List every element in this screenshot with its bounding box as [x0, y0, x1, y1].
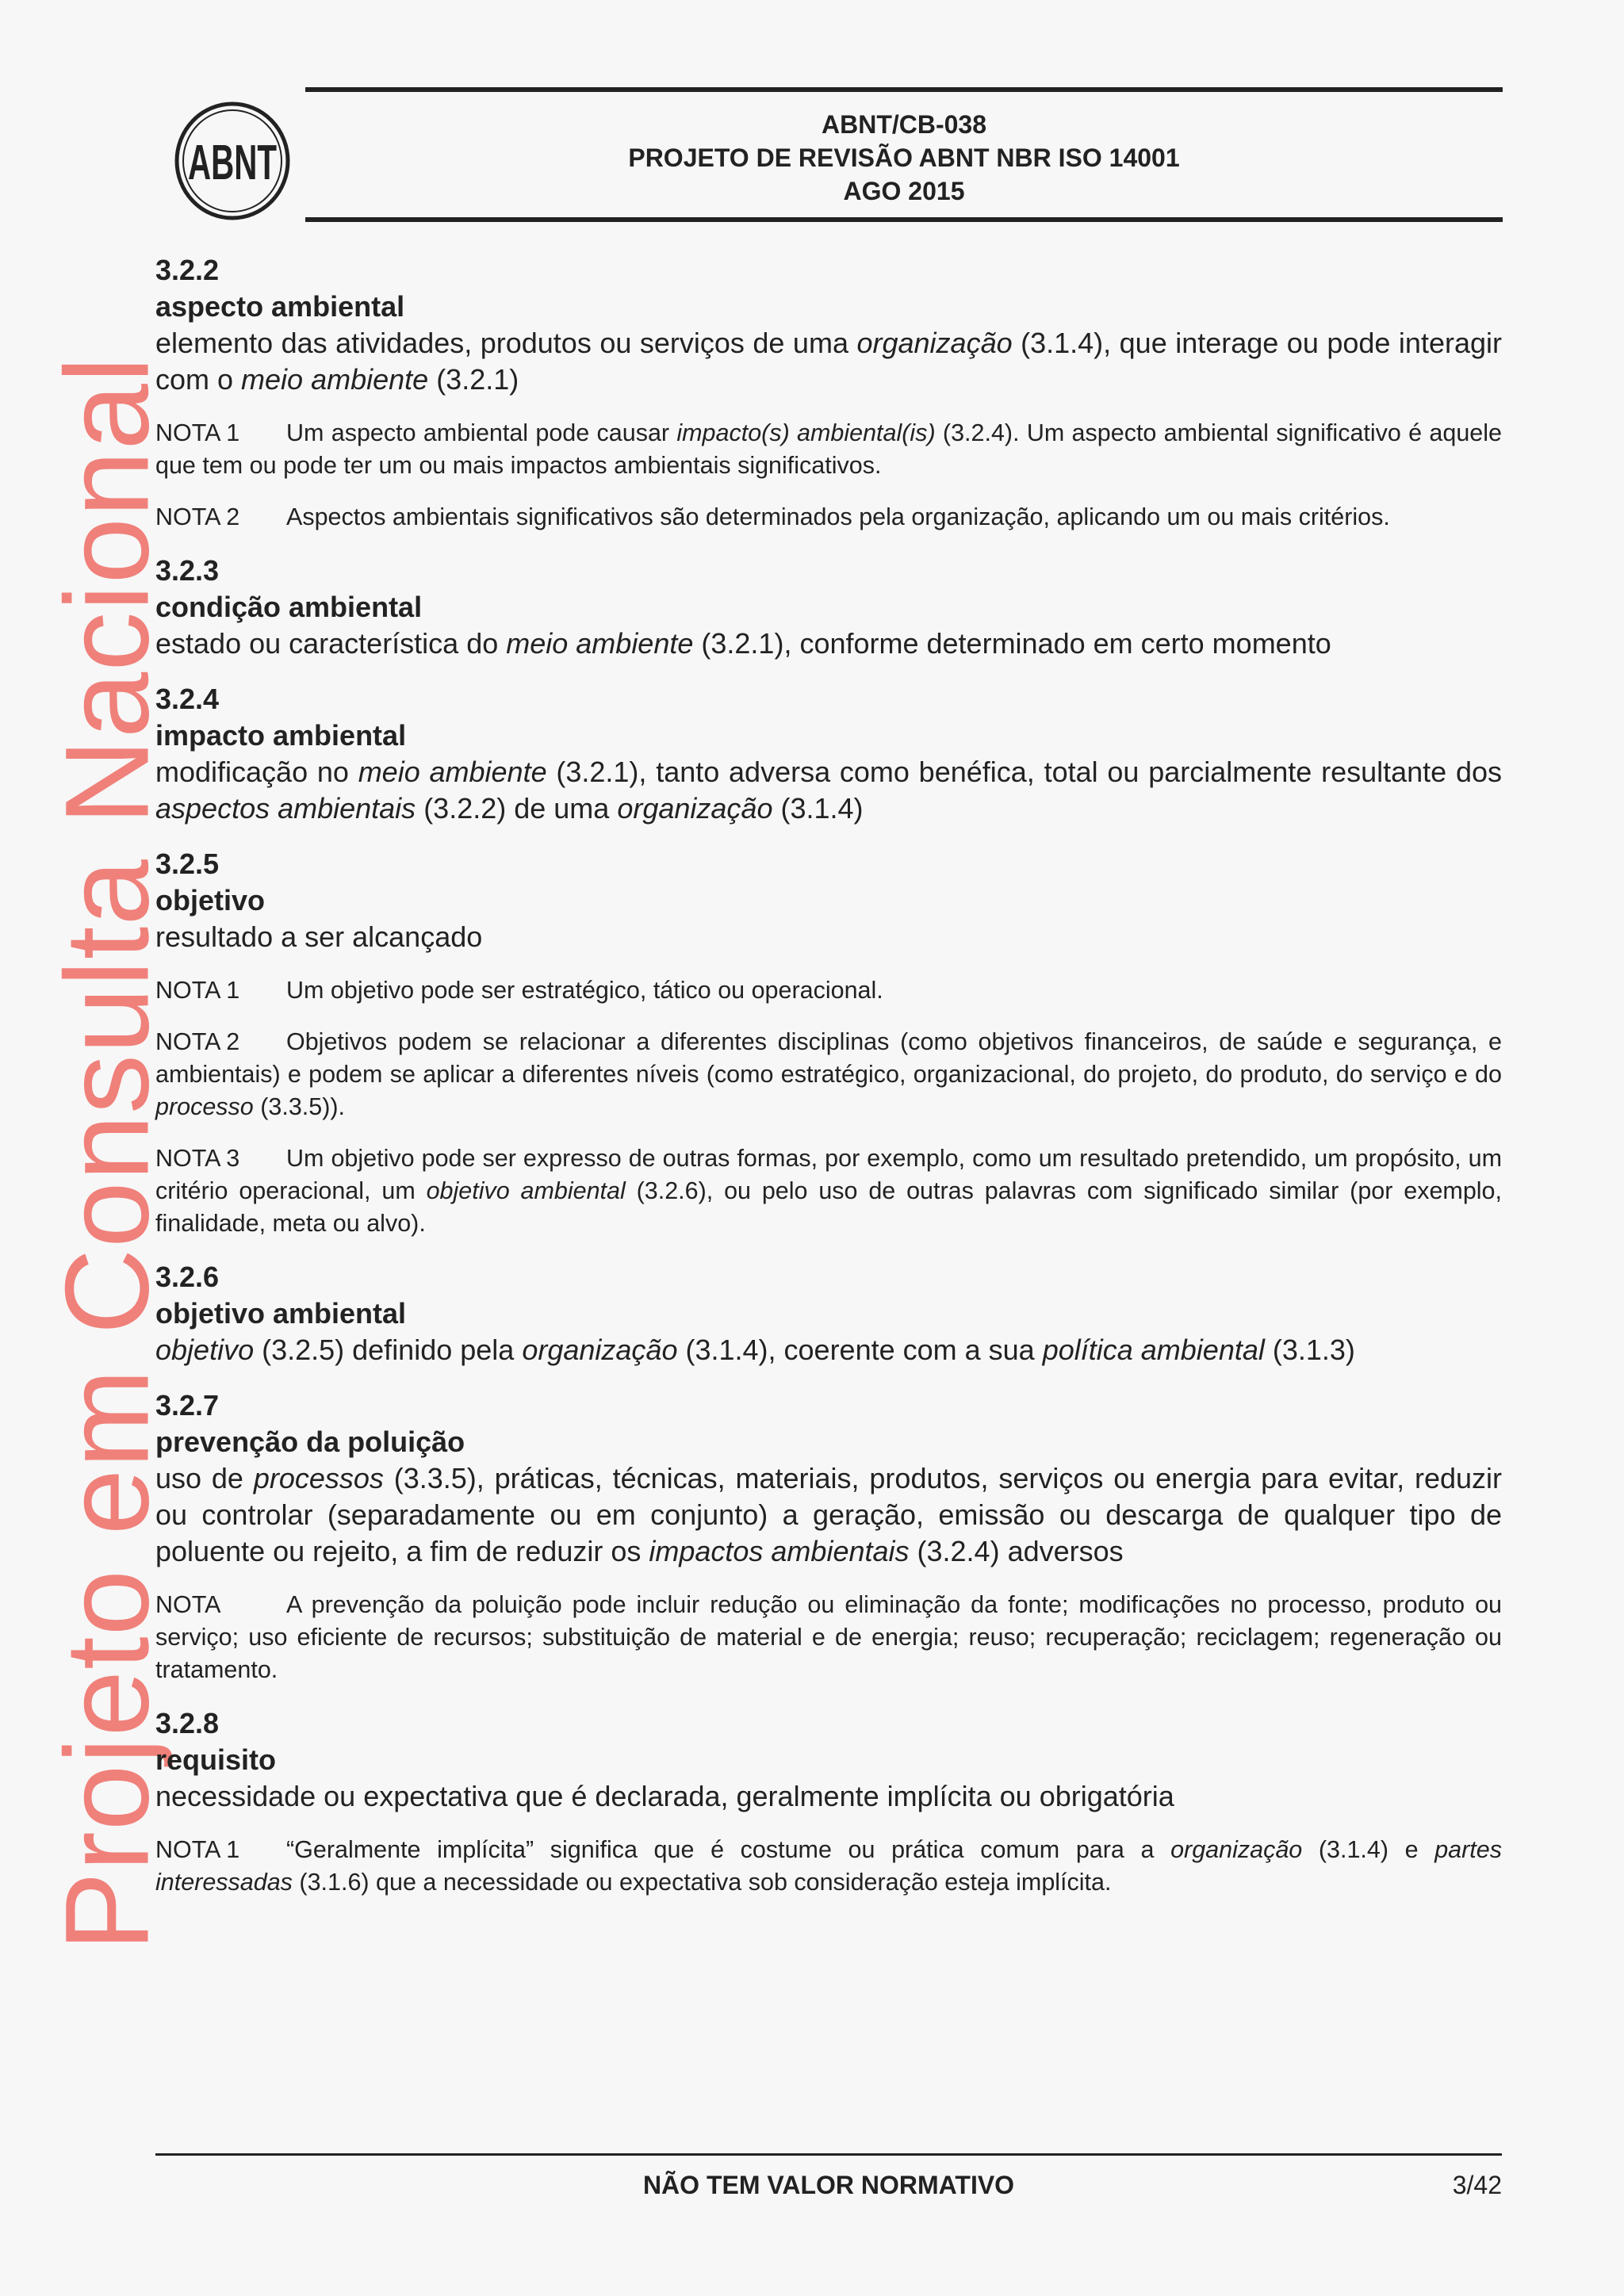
- text-run: uso de: [155, 1462, 254, 1494]
- header-title: [305, 108, 1503, 208]
- term-entry: [155, 1259, 1502, 1368]
- entry-term: aspecto ambiental: [155, 290, 405, 323]
- text-run: (3.1.6) que a necessidade ou expectativa sob consideração esteja implícita.: [292, 1869, 1112, 1896]
- entry-definition: [155, 1460, 1502, 1570]
- italic-term: meio ambiente: [241, 363, 429, 396]
- entry-number: 3.2.4: [155, 683, 220, 715]
- text-run: (3.2.2) de uma: [416, 792, 618, 825]
- italic-term: objetivo ambiental: [426, 1177, 626, 1204]
- footer-disclaimer: NÃO TEM VALOR NORMATIVO: [642, 2171, 1015, 2199]
- entry-definition: [155, 325, 1502, 398]
- header-date: AGO 2015: [843, 177, 965, 205]
- text-run: Aspectos ambientais significativos são determinados pela organização, aplicando um ou mais critérios.: [286, 503, 1390, 530]
- document-body: [155, 252, 1502, 1899]
- text-run: Objetivos podem se relacionar a diferentes disciplinas (como objetivos financeiros, de saúde e segurança, e ambientais) e podem se aplicar a diferentes níveis (como estratégico, organizacional, do projeto, do produto, do serviço e do: [155, 1028, 1502, 1088]
- entry-definition: [155, 1778, 1502, 1815]
- note-label: NOTA 2: [155, 1028, 240, 1055]
- text-run: (3.2.1): [428, 363, 519, 396]
- text-run: (3.2.1), conforme determinado em certo momento: [693, 627, 1331, 660]
- text-run: (3.2.4). Um aspecto ambiental significativo é aquele que tem ou pode ter um ou mais impactos ambientais significativos.: [155, 419, 1503, 479]
- entry-term: requisito: [155, 1743, 277, 1776]
- header-bottom-rule: [305, 217, 1503, 222]
- entry-term: objetivo: [155, 884, 266, 916]
- entry-note: [155, 1142, 1502, 1240]
- header-top-rule: [305, 87, 1503, 92]
- italic-term: partes interessadas: [155, 1836, 1502, 1896]
- entry-number: 3.2.6: [155, 1261, 220, 1293]
- italic-term: aspectos ambientais: [155, 792, 416, 825]
- term-entry: [155, 252, 1502, 534]
- text-run: necessidade ou expectativa que é declarada, geralmente implícita ou obrigatória: [155, 1780, 1174, 1812]
- logo-text: ABNT: [188, 136, 278, 190]
- watermark: Projeto em Consulta Nacional: [40, 355, 174, 1952]
- italic-term: organização: [856, 327, 1013, 359]
- note-label: NOTA 1: [155, 977, 240, 1004]
- entry-number: 3.2.7: [155, 1389, 220, 1422]
- entry-term: objetivo ambiental: [155, 1297, 407, 1330]
- italic-term: meio ambiente: [358, 756, 547, 788]
- italic-term: processo: [155, 1093, 254, 1120]
- text-run: (3.2.1), tanto adversa como benéfica, total ou parcialmente resultante dos: [546, 756, 1502, 788]
- abnt-logo: [173, 101, 292, 220]
- italic-term: política ambiental: [1042, 1334, 1265, 1366]
- note-label: NOTA 2: [155, 503, 240, 530]
- note-label: NOTA 3: [155, 1145, 240, 1172]
- term-entry: [155, 846, 1502, 1240]
- entry-note: [155, 1589, 1502, 1686]
- entry-number: 3.2.5: [155, 848, 220, 880]
- text-run: Um aspecto ambiental pode causar: [286, 419, 677, 446]
- term-entry: [155, 1387, 1502, 1686]
- text-run: (3.1.3): [1264, 1334, 1355, 1366]
- term-entry: [155, 681, 1502, 827]
- term-entry: [155, 1705, 1502, 1899]
- text-run: Um objetivo pode ser estratégico, tático ou operacional.: [286, 977, 883, 1004]
- italic-term: organização: [522, 1334, 678, 1366]
- footer-rule: [155, 2153, 1502, 2156]
- note-label: NOTA 1: [155, 419, 240, 446]
- text-run: elemento das atividades, produtos ou serviços de uma: [155, 327, 857, 359]
- entry-note: [155, 501, 1502, 534]
- text-run: “Geralmente implícita” significa que é costume ou prática comum para a: [286, 1836, 1171, 1863]
- text-run: (3.3.5)).: [253, 1093, 346, 1120]
- entry-term: condição ambiental: [155, 591, 423, 623]
- italic-term: organização: [617, 792, 773, 825]
- entry-number: 3.2.3: [155, 554, 220, 587]
- italic-term: impactos ambientais: [649, 1535, 910, 1567]
- note-label: NOTA: [155, 1591, 221, 1618]
- entry-term: impacto ambiental: [155, 719, 407, 752]
- italic-term: processos: [253, 1462, 384, 1494]
- entry-term: prevenção da poluição: [155, 1425, 465, 1458]
- text-run: (3.1.4), que interage ou pode interagir com o: [155, 327, 1502, 396]
- entry-note: [155, 1834, 1502, 1899]
- text-run: Um objetivo pode ser expresso de outras formas, por exemplo, como um resultado pretendido, um propósito, um critério operacional, um: [155, 1145, 1502, 1204]
- text-run: (3.2.5) definido pela: [254, 1334, 523, 1366]
- entry-note: [155, 974, 1502, 1007]
- text-run: (3.1.4) e: [1302, 1836, 1435, 1863]
- header-project: PROJETO DE REVISÃO ABNT NBR ISO 14001: [628, 144, 1180, 172]
- note-label: NOTA 1: [155, 1836, 240, 1863]
- entry-definition: [155, 919, 1502, 955]
- italic-term: meio ambiente: [506, 627, 694, 660]
- entry-note: [155, 417, 1502, 482]
- entry-number: 3.2.8: [155, 1707, 220, 1739]
- entry-definition: [155, 1332, 1502, 1368]
- term-entry: [155, 553, 1502, 662]
- italic-term: impacto(s) ambiental(is): [676, 419, 936, 446]
- text-run: (3.1.4): [772, 792, 864, 825]
- italic-term: objetivo: [155, 1334, 255, 1366]
- page-number: 3/42: [1452, 2171, 1502, 2199]
- header-committee: ABNT/CB-038: [821, 110, 987, 139]
- entry-definition: [155, 626, 1502, 662]
- entry-definition: [155, 754, 1502, 827]
- text-run: (3.2.4) adversos: [909, 1535, 1124, 1567]
- text-run: (3.1.4), coerente com a sua: [677, 1334, 1043, 1366]
- text-run: (3.2.6), ou pelo uso de outras palavras com significado similar (por exemplo, finalidade, meta ou alvo).: [155, 1177, 1502, 1237]
- text-run: modificação no: [155, 756, 358, 788]
- text-run: (3.3.5), práticas, técnicas, materiais, produtos, serviços ou energia para evitar, reduzir ou controlar (separadamente ou em conjunto) a geração, emissão ou descarga de qualquer tipo de poluente ou rejeito, a fim de reduzir os: [155, 1462, 1502, 1567]
- entry-note: [155, 1026, 1502, 1123]
- text-run: estado ou característica do: [155, 627, 507, 660]
- italic-term: organização: [1170, 1836, 1303, 1863]
- entry-number: 3.2.2: [155, 254, 220, 286]
- text-run: A prevenção da poluição pode incluir redução ou eliminação da fonte; modificações no processo, produto ou serviço; uso eficiente de recursos; substituição de material e de energia; reuso; recuperação; reciclagem; regeneração ou tratamento.: [155, 1591, 1502, 1683]
- text-run: resultado a ser alcançado: [155, 920, 483, 953]
